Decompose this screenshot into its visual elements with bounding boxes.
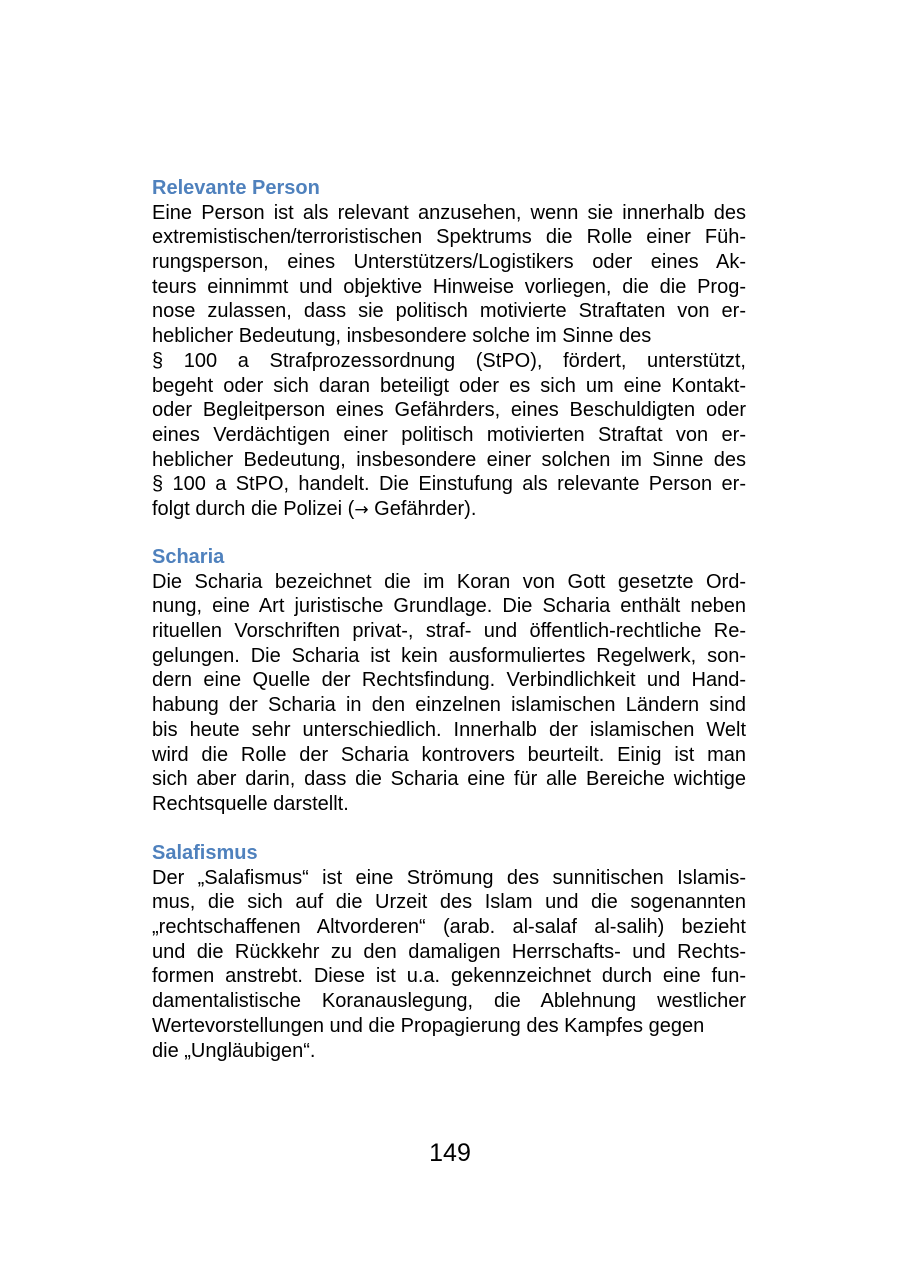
paragraph-text: Gefährder). xyxy=(368,497,477,520)
paragraph-line: gelungen. Die Scharia ist kein ausformuliertes Regelwerk, son- xyxy=(152,644,746,667)
paragraph-line: habung der Scharia in den einzelnen islamischen Ländern sind xyxy=(152,694,746,717)
paragraph-line: bis heute sehr unterschiedlich. Innerhalb der islamischen Welt xyxy=(152,718,746,741)
paragraph-last-line: Rechtsquelle darstellt. xyxy=(152,792,349,815)
paragraph-line: heblicher Bedeutung, insbesondere einer solchen im Sinne des xyxy=(152,448,746,471)
paragraph-line: rungsperson, eines Unterstützers/Logistikers oder eines Ak- xyxy=(152,251,746,274)
paragraph-line: teurs einnimmt und objektive Hinweise vorliegen, die die Prog- xyxy=(152,275,746,298)
paragraph-line: begeht oder sich daran beteiligt oder es sich um eine Kontakt- xyxy=(152,374,746,397)
section-salafismus xyxy=(152,841,746,1063)
paragraph-text: folgt durch die Polizei ( xyxy=(152,497,355,520)
paragraph-line: § 100 a Strafprozessordnung (StPO), fördert, unterstützt, xyxy=(152,349,746,372)
section-heading: Scharia xyxy=(152,546,225,568)
paragraph-last-line xyxy=(152,497,746,522)
paragraph-line: sich aber darin, dass die Scharia eine für alle Bereiche wichtige xyxy=(152,768,746,791)
paragraph-line: und die Rückkehr zu den damaligen Herrschafts- und Rechts- xyxy=(152,940,746,963)
paragraph-line: dern eine Quelle der Rechtsfindung. Verbindlichkeit und Hand- xyxy=(152,669,746,692)
right-arrow-icon: → xyxy=(354,499,369,520)
paragraph-line: Die Scharia bezeichnet die im Koran von Gott gesetzte Ord- xyxy=(152,570,746,593)
paragraph-line: nung, eine Art juristische Grundlage. Die Scharia enthält neben xyxy=(152,595,746,618)
page-number: 149 xyxy=(429,1139,471,1167)
paragraph-last-line: die „Ungläubigen“. xyxy=(152,1039,316,1062)
paragraph-line: formen anstrebt. Diese ist u.a. gekennzeichnet durch eine fun- xyxy=(152,965,746,988)
paragraph-line: extremistischen/terroristischen Spektrums die Rolle einer Füh- xyxy=(152,226,746,249)
paragraph-line: nose zulassen, dass sie politisch motivierte Straftaten von er- xyxy=(152,300,746,323)
paragraph-line: „rechtschaffenen Altvorderen“ (arab. al-salaf al-salih) bezieht xyxy=(152,916,746,939)
section-relevante-person xyxy=(152,176,746,522)
paragraph-line: Der „Salafismus“ ist eine Strömung des sunnitischen Islamis- xyxy=(152,866,746,889)
section-heading: Salafismus xyxy=(152,842,258,864)
section-scharia xyxy=(152,545,746,817)
paragraph-line: wird die Rolle der Scharia kontrovers beurteilt. Einig ist man xyxy=(152,743,746,766)
paragraph-line: Eine Person ist als relevant anzusehen, wenn sie innerhalb des xyxy=(152,201,746,224)
paragraph-line: eines Verdächtigen einer politisch motivierten Straftat von er- xyxy=(152,423,746,446)
paragraph-line: damentalistische Koranauslegung, die Ablehnung westlicher xyxy=(152,990,746,1013)
paragraph-line: Wertevorstellungen und die Propagierung des Kampfes gegen xyxy=(152,1014,705,1037)
paragraph-line: rituellen Vorschriften privat-, straf- und öffentlich-rechtliche Re- xyxy=(152,620,746,643)
section-heading: Relevante Person xyxy=(152,177,320,199)
document-page xyxy=(152,0,746,1276)
paragraph-line: heblicher Bedeutung, insbesondere solche im Sinne des xyxy=(152,325,652,348)
paragraph-line: § 100 a StPO, handelt. Die Einstufung als relevante Person er- xyxy=(152,473,746,496)
paragraph-line: mus, die sich auf die Urzeit des Islam und die sogenannten xyxy=(152,891,746,914)
paragraph-line: oder Begleitperson eines Gefährders, eines Beschuldigten oder xyxy=(152,399,746,422)
